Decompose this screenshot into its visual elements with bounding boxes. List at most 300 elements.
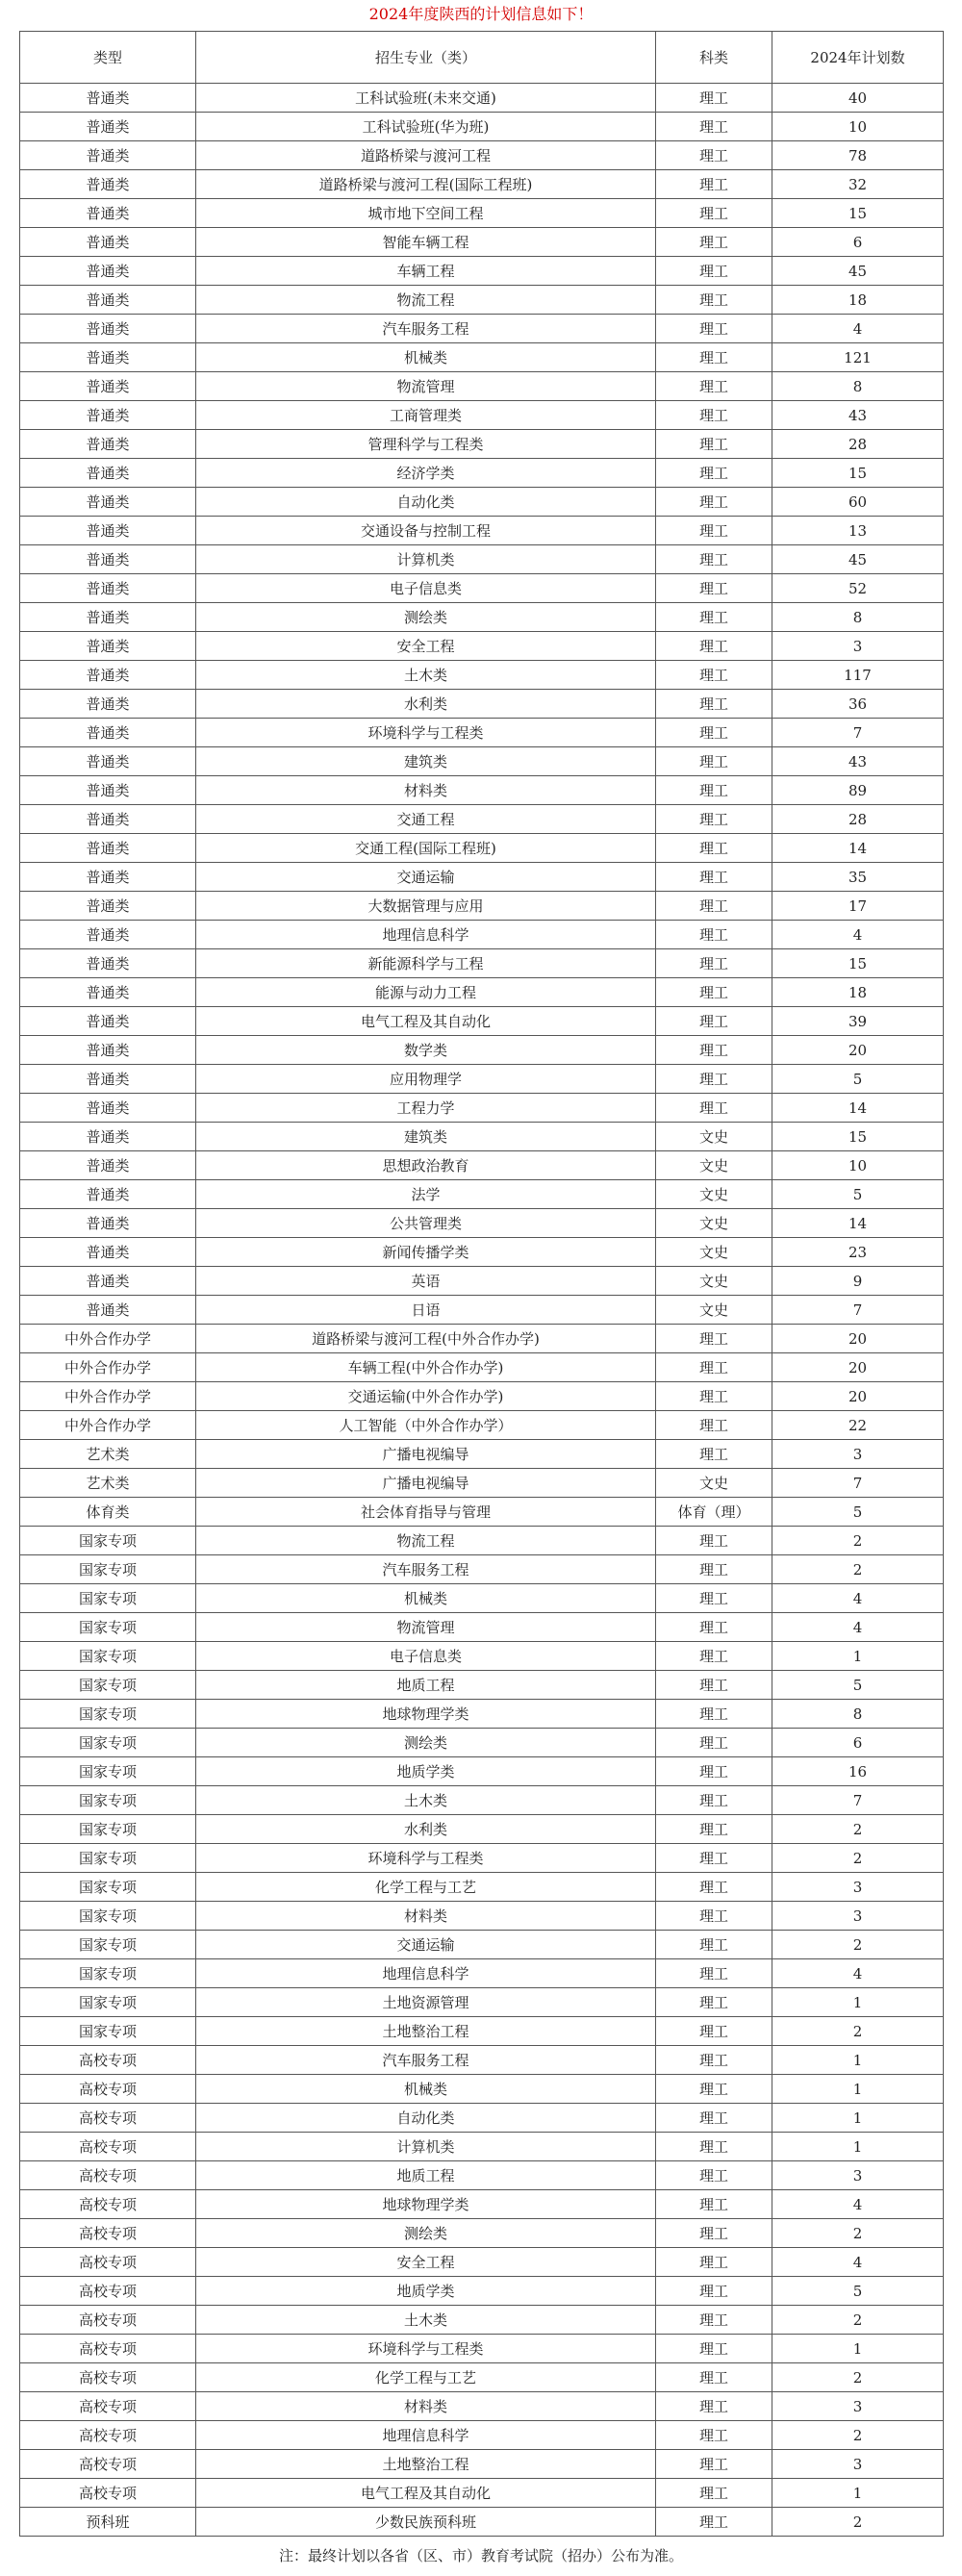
cell-category: 高校专项 (20, 2335, 196, 2363)
cell-subject-type: 理工 (656, 1613, 772, 1642)
cell-major: 测绘类 (196, 603, 656, 632)
table-row (20, 1382, 944, 1411)
cell-major: 计算机类 (196, 545, 656, 574)
cell-category: 普通类 (20, 170, 196, 199)
cell-category: 国家专项 (20, 1988, 196, 2017)
cell-plan-count: 20 (772, 1325, 944, 1353)
cell-subject-type: 理工 (656, 661, 772, 690)
cell-subject-type: 理工 (656, 2248, 772, 2277)
cell-category: 普通类 (20, 141, 196, 170)
cell-subject-type: 理工 (656, 2363, 772, 2392)
cell-subject-type: 理工 (656, 1959, 772, 1988)
table-row (20, 1036, 944, 1065)
cell-category: 艺术类 (20, 1440, 196, 1469)
cell-category: 普通类 (20, 1238, 196, 1267)
cell-major: 地理信息科学 (196, 1959, 656, 1988)
table-row (20, 2306, 944, 2335)
cell-major: 人工智能（中外合作办学） (196, 1411, 656, 1440)
cell-major: 管理科学与工程类 (196, 430, 656, 459)
cell-subject-type: 理工 (656, 545, 772, 574)
cell-category: 普通类 (20, 921, 196, 949)
footnote: 注：最终计划以各省（区、市）教育考试院（招办）公布为准。 (278, 2547, 683, 2564)
cell-plan-count: 15 (772, 1123, 944, 1151)
cell-plan-count: 5 (772, 1498, 944, 1527)
cell-category: 高校专项 (20, 2104, 196, 2133)
cell-plan-count: 2 (772, 2306, 944, 2335)
table-row (20, 1786, 944, 1815)
cell-category: 普通类 (20, 1123, 196, 1151)
cell-plan-count: 5 (772, 1180, 944, 1209)
table-row (20, 1873, 944, 1902)
table-row (20, 1988, 944, 2017)
cell-subject-type: 理工 (656, 805, 772, 834)
cell-plan-count: 20 (772, 1036, 944, 1065)
cell-category: 普通类 (20, 372, 196, 401)
cell-category: 普通类 (20, 719, 196, 747)
cell-plan-count: 2 (772, 1815, 944, 1844)
table-row (20, 1959, 944, 1988)
cell-plan-count: 39 (772, 1007, 944, 1036)
cell-plan-count: 4 (772, 1613, 944, 1642)
cell-category: 高校专项 (20, 2046, 196, 2075)
table-row (20, 372, 944, 401)
cell-plan-count: 4 (772, 1584, 944, 1613)
cell-subject-type: 理工 (656, 2508, 772, 2537)
cell-subject-type: 理工 (656, 1844, 772, 1873)
cell-major: 汽车服务工程 (196, 2046, 656, 2075)
cell-subject-type: 理工 (656, 372, 772, 401)
table-row (20, 2219, 944, 2248)
table-row (20, 719, 944, 747)
cell-category: 普通类 (20, 1036, 196, 1065)
table-row (20, 170, 944, 199)
cell-subject-type: 理工 (656, 1786, 772, 1815)
cell-plan-count: 2 (772, 2219, 944, 2248)
cell-subject-type: 文史 (656, 1151, 772, 1180)
cell-subject-type: 理工 (656, 1671, 772, 1700)
cell-subject-type: 理工 (656, 1382, 772, 1411)
cell-plan-count: 20 (772, 1353, 944, 1382)
table-row (20, 1642, 944, 1671)
cell-major: 安全工程 (196, 2248, 656, 2277)
cell-plan-count: 2 (772, 2421, 944, 2450)
cell-plan-count: 7 (772, 719, 944, 747)
cell-plan-count: 7 (772, 1469, 944, 1498)
cell-plan-count: 1 (772, 1642, 944, 1671)
table-row (20, 2363, 944, 2392)
cell-plan-count: 18 (772, 286, 944, 315)
cell-plan-count: 1 (772, 2133, 944, 2161)
cell-category: 国家专项 (20, 1873, 196, 1902)
cell-major: 安全工程 (196, 632, 656, 661)
table-row (20, 834, 944, 863)
table-row (20, 2479, 944, 2508)
table-row (20, 1094, 944, 1123)
cell-category: 普通类 (20, 1065, 196, 1094)
cell-category: 普通类 (20, 603, 196, 632)
cell-subject-type: 理工 (656, 517, 772, 545)
table-row (20, 805, 944, 834)
cell-category: 普通类 (20, 863, 196, 892)
cell-category: 国家专项 (20, 1613, 196, 1642)
cell-plan-count: 8 (772, 603, 944, 632)
cell-plan-count: 5 (772, 1671, 944, 1700)
cell-subject-type: 理工 (656, 343, 772, 372)
table-row (20, 545, 944, 574)
cell-subject-type: 文史 (656, 1296, 772, 1325)
cell-category: 普通类 (20, 228, 196, 257)
table-row (20, 863, 944, 892)
cell-category: 普通类 (20, 517, 196, 545)
cell-plan-count: 15 (772, 199, 944, 228)
table-row (20, 2161, 944, 2190)
cell-category: 普通类 (20, 747, 196, 776)
cell-category: 高校专项 (20, 2277, 196, 2306)
cell-major: 数学类 (196, 1036, 656, 1065)
table-row (20, 632, 944, 661)
cell-subject-type: 文史 (656, 1238, 772, 1267)
table-row (20, 199, 944, 228)
cell-subject-type: 理工 (656, 170, 772, 199)
cell-category: 国家专项 (20, 1671, 196, 1700)
cell-category: 国家专项 (20, 1642, 196, 1671)
cell-plan-count: 1 (772, 2479, 944, 2508)
table-row (20, 2104, 944, 2133)
cell-subject-type: 理工 (656, 1700, 772, 1729)
cell-subject-type: 理工 (656, 2017, 772, 2046)
cell-subject-type: 理工 (656, 603, 772, 632)
table-row (20, 2075, 944, 2104)
cell-major: 交通工程(国际工程班) (196, 834, 656, 863)
cell-plan-count: 7 (772, 1296, 944, 1325)
cell-subject-type: 理工 (656, 2306, 772, 2335)
cell-plan-count: 121 (772, 343, 944, 372)
cell-plan-count: 8 (772, 372, 944, 401)
cell-subject-type: 理工 (656, 863, 772, 892)
cell-category: 国家专项 (20, 1902, 196, 1931)
cell-major: 测绘类 (196, 1729, 656, 1757)
cell-category: 普通类 (20, 199, 196, 228)
cell-plan-count: 2 (772, 1527, 944, 1555)
cell-category: 预科班 (20, 2508, 196, 2537)
cell-major: 英语 (196, 1267, 656, 1296)
cell-major: 思想政治教育 (196, 1151, 656, 1180)
admission-plan-table (19, 31, 944, 2537)
table-row (20, 1469, 944, 1498)
cell-plan-count: 3 (772, 1440, 944, 1469)
cell-major: 物流工程 (196, 1527, 656, 1555)
cell-major: 机械类 (196, 2075, 656, 2104)
table-row (20, 84, 944, 113)
cell-major: 广播电视编导 (196, 1469, 656, 1498)
cell-subject-type: 理工 (656, 1065, 772, 1094)
cell-subject-type: 理工 (656, 199, 772, 228)
cell-plan-count: 5 (772, 1065, 944, 1094)
cell-plan-count: 20 (772, 1382, 944, 1411)
cell-category: 中外合作办学 (20, 1353, 196, 1382)
cell-subject-type: 理工 (656, 2421, 772, 2450)
cell-major: 少数民族预科班 (196, 2508, 656, 2537)
table-row (20, 141, 944, 170)
cell-plan-count: 10 (772, 1151, 944, 1180)
table-row (20, 1844, 944, 1873)
header-major: 招生专业（类） (196, 32, 656, 84)
cell-category: 高校专项 (20, 2219, 196, 2248)
cell-plan-count: 28 (772, 805, 944, 834)
cell-subject-type: 理工 (656, 430, 772, 459)
cell-subject-type: 文史 (656, 1469, 772, 1498)
table-row (20, 978, 944, 1007)
cell-category: 普通类 (20, 430, 196, 459)
table-row (20, 1584, 944, 1613)
cell-major: 电子信息类 (196, 1642, 656, 1671)
cell-category: 高校专项 (20, 2363, 196, 2392)
cell-major: 材料类 (196, 776, 656, 805)
cell-category: 普通类 (20, 1180, 196, 1209)
cell-plan-count: 1 (772, 2046, 944, 2075)
cell-plan-count: 14 (772, 1209, 944, 1238)
header-subject-type: 科类 (656, 32, 772, 84)
table-row (20, 1757, 944, 1786)
cell-subject-type: 理工 (656, 2161, 772, 2190)
table-row (20, 488, 944, 517)
table-row (20, 1065, 944, 1094)
cell-major: 物流管理 (196, 372, 656, 401)
table-row (20, 1238, 944, 1267)
cell-category: 普通类 (20, 949, 196, 978)
cell-category: 中外合作办学 (20, 1325, 196, 1353)
cell-major: 土木类 (196, 1786, 656, 1815)
cell-subject-type: 理工 (656, 1411, 772, 1440)
cell-plan-count: 1 (772, 2335, 944, 2363)
cell-plan-count: 17 (772, 892, 944, 921)
cell-category: 国家专项 (20, 1786, 196, 1815)
cell-subject-type: 理工 (656, 2335, 772, 2363)
cell-category: 艺术类 (20, 1469, 196, 1498)
cell-subject-type: 理工 (656, 834, 772, 863)
table-row (20, 1729, 944, 1757)
cell-subject-type: 理工 (656, 257, 772, 286)
cell-major: 应用物理学 (196, 1065, 656, 1094)
cell-category: 普通类 (20, 1094, 196, 1123)
cell-major: 交通工程 (196, 805, 656, 834)
cell-subject-type: 理工 (656, 1931, 772, 1959)
cell-major: 地质学类 (196, 2277, 656, 2306)
cell-major: 交通运输(中外合作办学) (196, 1382, 656, 1411)
cell-plan-count: 89 (772, 776, 944, 805)
cell-plan-count: 43 (772, 401, 944, 430)
cell-subject-type: 体育（理） (656, 1498, 772, 1527)
cell-subject-type: 理工 (656, 228, 772, 257)
cell-category: 普通类 (20, 315, 196, 343)
cell-subject-type: 理工 (656, 2075, 772, 2104)
cell-category: 高校专项 (20, 2450, 196, 2479)
cell-subject-type: 理工 (656, 776, 772, 805)
cell-major: 新能源科学与工程 (196, 949, 656, 978)
cell-plan-count: 6 (772, 1729, 944, 1757)
cell-subject-type: 理工 (656, 1036, 772, 1065)
cell-category: 高校专项 (20, 2190, 196, 2219)
cell-plan-count: 14 (772, 1094, 944, 1123)
table-row (20, 1325, 944, 1353)
cell-subject-type: 理工 (656, 2277, 772, 2306)
header-category: 类型 (20, 32, 196, 84)
table-row (20, 661, 944, 690)
cell-plan-count: 1 (772, 1988, 944, 2017)
cell-major: 汽车服务工程 (196, 315, 656, 343)
cell-subject-type: 理工 (656, 1584, 772, 1613)
table-row (20, 113, 944, 141)
cell-subject-type: 理工 (656, 632, 772, 661)
cell-major: 工程力学 (196, 1094, 656, 1123)
cell-subject-type: 理工 (656, 1902, 772, 1931)
cell-category: 普通类 (20, 84, 196, 113)
table-row (20, 690, 944, 719)
cell-major: 地质学类 (196, 1757, 656, 1786)
table-row (20, 315, 944, 343)
table-row (20, 2133, 944, 2161)
table-row (20, 2508, 944, 2537)
cell-subject-type: 理工 (656, 2450, 772, 2479)
cell-category: 国家专项 (20, 1584, 196, 1613)
cell-plan-count: 18 (772, 978, 944, 1007)
cell-major: 机械类 (196, 1584, 656, 1613)
table-row (20, 1267, 944, 1296)
cell-category: 高校专项 (20, 2161, 196, 2190)
cell-subject-type: 理工 (656, 401, 772, 430)
cell-category: 高校专项 (20, 2392, 196, 2421)
cell-plan-count: 28 (772, 430, 944, 459)
cell-subject-type: 理工 (656, 1094, 772, 1123)
cell-category: 普通类 (20, 488, 196, 517)
cell-major: 工科试验班(未来交通) (196, 84, 656, 113)
cell-major: 计算机类 (196, 2133, 656, 2161)
table-row (20, 1527, 944, 1555)
table-row (20, 1815, 944, 1844)
table-body (20, 84, 944, 2537)
cell-plan-count: 4 (772, 1959, 944, 1988)
table-row (20, 1151, 944, 1180)
table-row (20, 2046, 944, 2075)
cell-category: 普通类 (20, 1296, 196, 1325)
cell-plan-count: 22 (772, 1411, 944, 1440)
table-row (20, 1296, 944, 1325)
cell-major: 水利类 (196, 690, 656, 719)
cell-category: 普通类 (20, 459, 196, 488)
cell-major: 材料类 (196, 2392, 656, 2421)
page-title: 2024年度陕西的计划信息如下！ (368, 5, 594, 23)
cell-category: 普通类 (20, 805, 196, 834)
table-row (20, 1353, 944, 1382)
cell-major: 车辆工程(中外合作办学) (196, 1353, 656, 1382)
cell-subject-type: 理工 (656, 2479, 772, 2508)
admission-plan-table-container (19, 31, 943, 2537)
cell-major: 大数据管理与应用 (196, 892, 656, 921)
cell-category: 高校专项 (20, 2133, 196, 2161)
cell-plan-count: 16 (772, 1757, 944, 1786)
table-row (20, 401, 944, 430)
table-row (20, 1671, 944, 1700)
cell-major: 广播电视编导 (196, 1440, 656, 1469)
cell-plan-count: 13 (772, 517, 944, 545)
cell-subject-type: 理工 (656, 1642, 772, 1671)
table-row (20, 776, 944, 805)
cell-category: 国家专项 (20, 1931, 196, 1959)
cell-major: 环境科学与工程类 (196, 719, 656, 747)
table-row (20, 2190, 944, 2219)
table-row (20, 1902, 944, 1931)
cell-plan-count: 1 (772, 2104, 944, 2133)
cell-plan-count: 4 (772, 2190, 944, 2219)
cell-category: 国家专项 (20, 1555, 196, 1584)
cell-category: 普通类 (20, 574, 196, 603)
cell-category: 普通类 (20, 1007, 196, 1036)
cell-subject-type: 理工 (656, 2392, 772, 2421)
table-row (20, 603, 944, 632)
cell-major: 建筑类 (196, 747, 656, 776)
cell-major: 地理信息科学 (196, 2421, 656, 2450)
table-row (20, 1411, 944, 1440)
cell-subject-type: 理工 (656, 1440, 772, 1469)
cell-major: 土木类 (196, 661, 656, 690)
cell-plan-count: 6 (772, 228, 944, 257)
cell-major: 机械类 (196, 343, 656, 372)
cell-plan-count: 3 (772, 632, 944, 661)
cell-subject-type: 理工 (656, 459, 772, 488)
cell-category: 普通类 (20, 834, 196, 863)
cell-category: 国家专项 (20, 1959, 196, 1988)
table-row (20, 747, 944, 776)
cell-major: 交通运输 (196, 1931, 656, 1959)
cell-subject-type: 理工 (656, 2046, 772, 2075)
cell-plan-count: 14 (772, 834, 944, 863)
cell-major: 智能车辆工程 (196, 228, 656, 257)
cell-subject-type: 理工 (656, 747, 772, 776)
cell-subject-type: 理工 (656, 921, 772, 949)
cell-subject-type: 文史 (656, 1267, 772, 1296)
cell-subject-type: 文史 (656, 1123, 772, 1151)
cell-major: 日语 (196, 1296, 656, 1325)
cell-major: 电子信息类 (196, 574, 656, 603)
cell-major: 建筑类 (196, 1123, 656, 1151)
cell-major: 物流管理 (196, 1613, 656, 1642)
table-row (20, 2335, 944, 2363)
header-row (20, 32, 944, 84)
cell-plan-count: 60 (772, 488, 944, 517)
cell-major: 电气工程及其自动化 (196, 2479, 656, 2508)
cell-plan-count: 9 (772, 1267, 944, 1296)
cell-plan-count: 40 (772, 84, 944, 113)
table-row (20, 1440, 944, 1469)
table-row (20, 1498, 944, 1527)
table-row (20, 1613, 944, 1642)
table-row (20, 1209, 944, 1238)
cell-subject-type: 理工 (656, 1353, 772, 1382)
cell-subject-type: 理工 (656, 1555, 772, 1584)
cell-plan-count: 8 (772, 1700, 944, 1729)
table-row (20, 2248, 944, 2277)
cell-plan-count: 3 (772, 1902, 944, 1931)
table-row (20, 892, 944, 921)
table-row (20, 343, 944, 372)
cell-plan-count: 45 (772, 545, 944, 574)
cell-major: 物流工程 (196, 286, 656, 315)
cell-category: 国家专项 (20, 1700, 196, 1729)
cell-subject-type: 理工 (656, 1873, 772, 1902)
cell-major: 能源与动力工程 (196, 978, 656, 1007)
cell-category: 普通类 (20, 286, 196, 315)
cell-category: 普通类 (20, 690, 196, 719)
